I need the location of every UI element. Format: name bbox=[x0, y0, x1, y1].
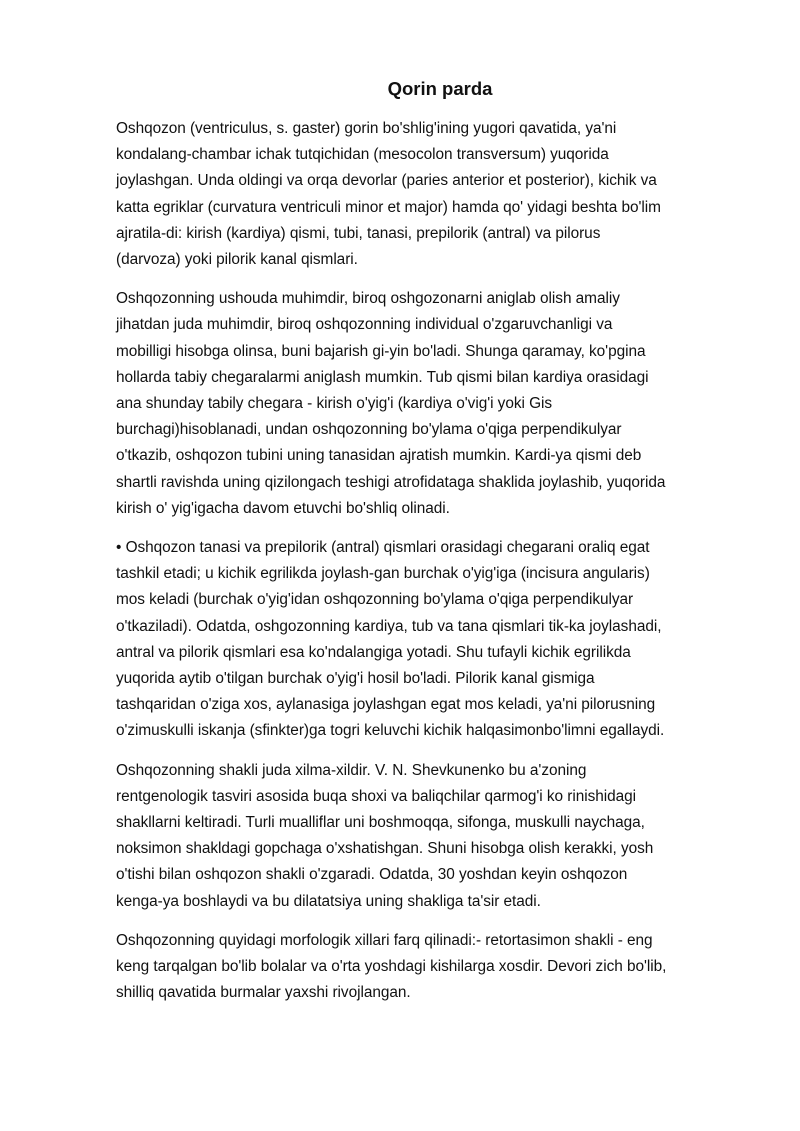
text-line: shilliq qavatida burmalar yaxshi rivojlangan. bbox=[116, 984, 411, 1002]
text-line: tashkil etadi; u kichik egrilikda joylash-gan burchak o'yig'iga (incisura angularis) bbox=[116, 565, 650, 583]
paragraph-2 bbox=[116, 286, 732, 522]
text-line: o'tkaziladi). Odatda, oshgozonning kardiya, tub va tana qismlari tik-ka joylashadi, bbox=[116, 617, 662, 635]
text-line: o'zimuskulli iskanja (sfinkter)ga togri keluvchi kichik halqasimonbo'limni egallaydi. bbox=[116, 722, 665, 740]
text-line: burchagi)hisoblanadi, undan oshqozonning bo'ylama o'qiga perpendikulyar bbox=[116, 421, 622, 439]
text-line: keng tarqalgan bo'lib bolalar va o'rta yoshdagi kishilarga xosdir. Devori zich bo'lib, bbox=[116, 958, 667, 976]
text-line: (darvoza) yoki pilorik kanal qismlari. bbox=[116, 251, 358, 269]
text-line: katta egriklar (curvatura ventriculi minor et major) hamda qo' yidagi beshta bo'lim bbox=[116, 198, 661, 216]
text-line: ana shunday tabily chegara - kirish o'yig'i (kardiya o'vig'i yoki Gis bbox=[116, 395, 553, 413]
text-line: ajratila-di: kirish (kardiya) qismi, tubi, tanasi, prepilorik (antral) va pilorus bbox=[116, 224, 601, 242]
text-line: shartli ravishda uning qizilongach teshigi atrofidataga shaklida joylashib, yuqorida bbox=[116, 473, 666, 491]
text-line: mobilligi hisobga olinsa, buni bajarish gi-yin bo'ladi. Shunga qaramay, ko'pgina bbox=[116, 342, 646, 360]
document-title: Qorin parda bbox=[387, 78, 493, 99]
text-line: yuqorida aytib o'tilgan burchak o'yig'i hosil bo'ladi. Pilorik kanal gismiga bbox=[116, 670, 595, 688]
text-line: • Oshqozon tanasi va prepilorik (antral) qismlari orasidagi chegarani oraliq egat bbox=[116, 539, 650, 557]
text-line: Oshqozonning shakli juda xilma-xildir. V. N. Shevkunenko bu a'zoning bbox=[116, 761, 587, 779]
text-line: noksimon shakldagi gopchaga o'xshatishgan. Shuni hisobga olish kerakki, yosh bbox=[116, 840, 654, 858]
text-line: shakllarni keltiradi. Turli mualliflar uni boshmoqqa, sifonga, muskulli naychaga, bbox=[116, 814, 645, 832]
text-line: o'tkazib, oshqozon tubini uning tanasidan ajratish mumkin. Kardi-ya qismi deb bbox=[116, 447, 642, 465]
text-line: Oshqozon (ventriculus, s. gaster) gorin bo'shlig'ining yugori qavatida, ya'ni bbox=[116, 120, 617, 137]
text-line: o'tishi bilan oshqozon shakli o'zgaradi. Odatda, 30 yoshdan keyin oshqozon bbox=[116, 866, 628, 884]
text-line: Oshqozonning ushouda muhimdir, biroq oshgozonarni aniglab olish amaliy bbox=[116, 290, 620, 308]
text-line: kondalang-chambar ichak tutqichidan (mesocolon transversum) yuqorida bbox=[116, 146, 609, 164]
text-line: kenga-ya boshlaydi va bu dilatatsiya uning shakliga ta'sir etadi. bbox=[116, 892, 541, 910]
text-line: rentgenologik tasviri asosida buqa shoxi va baliqchilar qarmog'i ko rinishidagi bbox=[116, 787, 636, 805]
text-line: tashqaridan o'ziga xos, aylanasiga joylashgan egat mos keladi, ya'ni pilorusning bbox=[116, 696, 656, 714]
text-line: joylashgan. Unda oldingi va orqa devorlar (paries anterior et posterior), kichik va bbox=[116, 172, 657, 190]
text-line: jihatdan juda muhimdir, biroq oshqozonning individual o'zgaruvchanligi va bbox=[116, 316, 613, 334]
document-body bbox=[116, 116, 732, 1020]
text-line: kirish o' yig'igacha davom etuvchi bo'shliq olinadi. bbox=[116, 499, 450, 517]
paragraph-5 bbox=[116, 928, 732, 1007]
text-line: antral va pilorik qismlari esa ko'ndalangiga yotadi. Shu tufayli kichik egrilikda bbox=[116, 643, 631, 661]
paragraph-4 bbox=[116, 758, 732, 915]
text-line: hollarda tabiy chegaralarmi aniglash mumkin. Tub qismi bilan kardiya orasidagi bbox=[116, 368, 649, 386]
text-line: Oshqozonning quyidagi morfologik xillari farq qilinadi:- retortasimon shakli - eng bbox=[116, 931, 653, 949]
text-line: mos keladi (burchak o'yig'idan oshqozonning bo'ylama o'qiga perpendikulyar bbox=[116, 591, 634, 609]
paragraph-3 bbox=[116, 535, 732, 745]
paragraph-1 bbox=[116, 116, 732, 273]
